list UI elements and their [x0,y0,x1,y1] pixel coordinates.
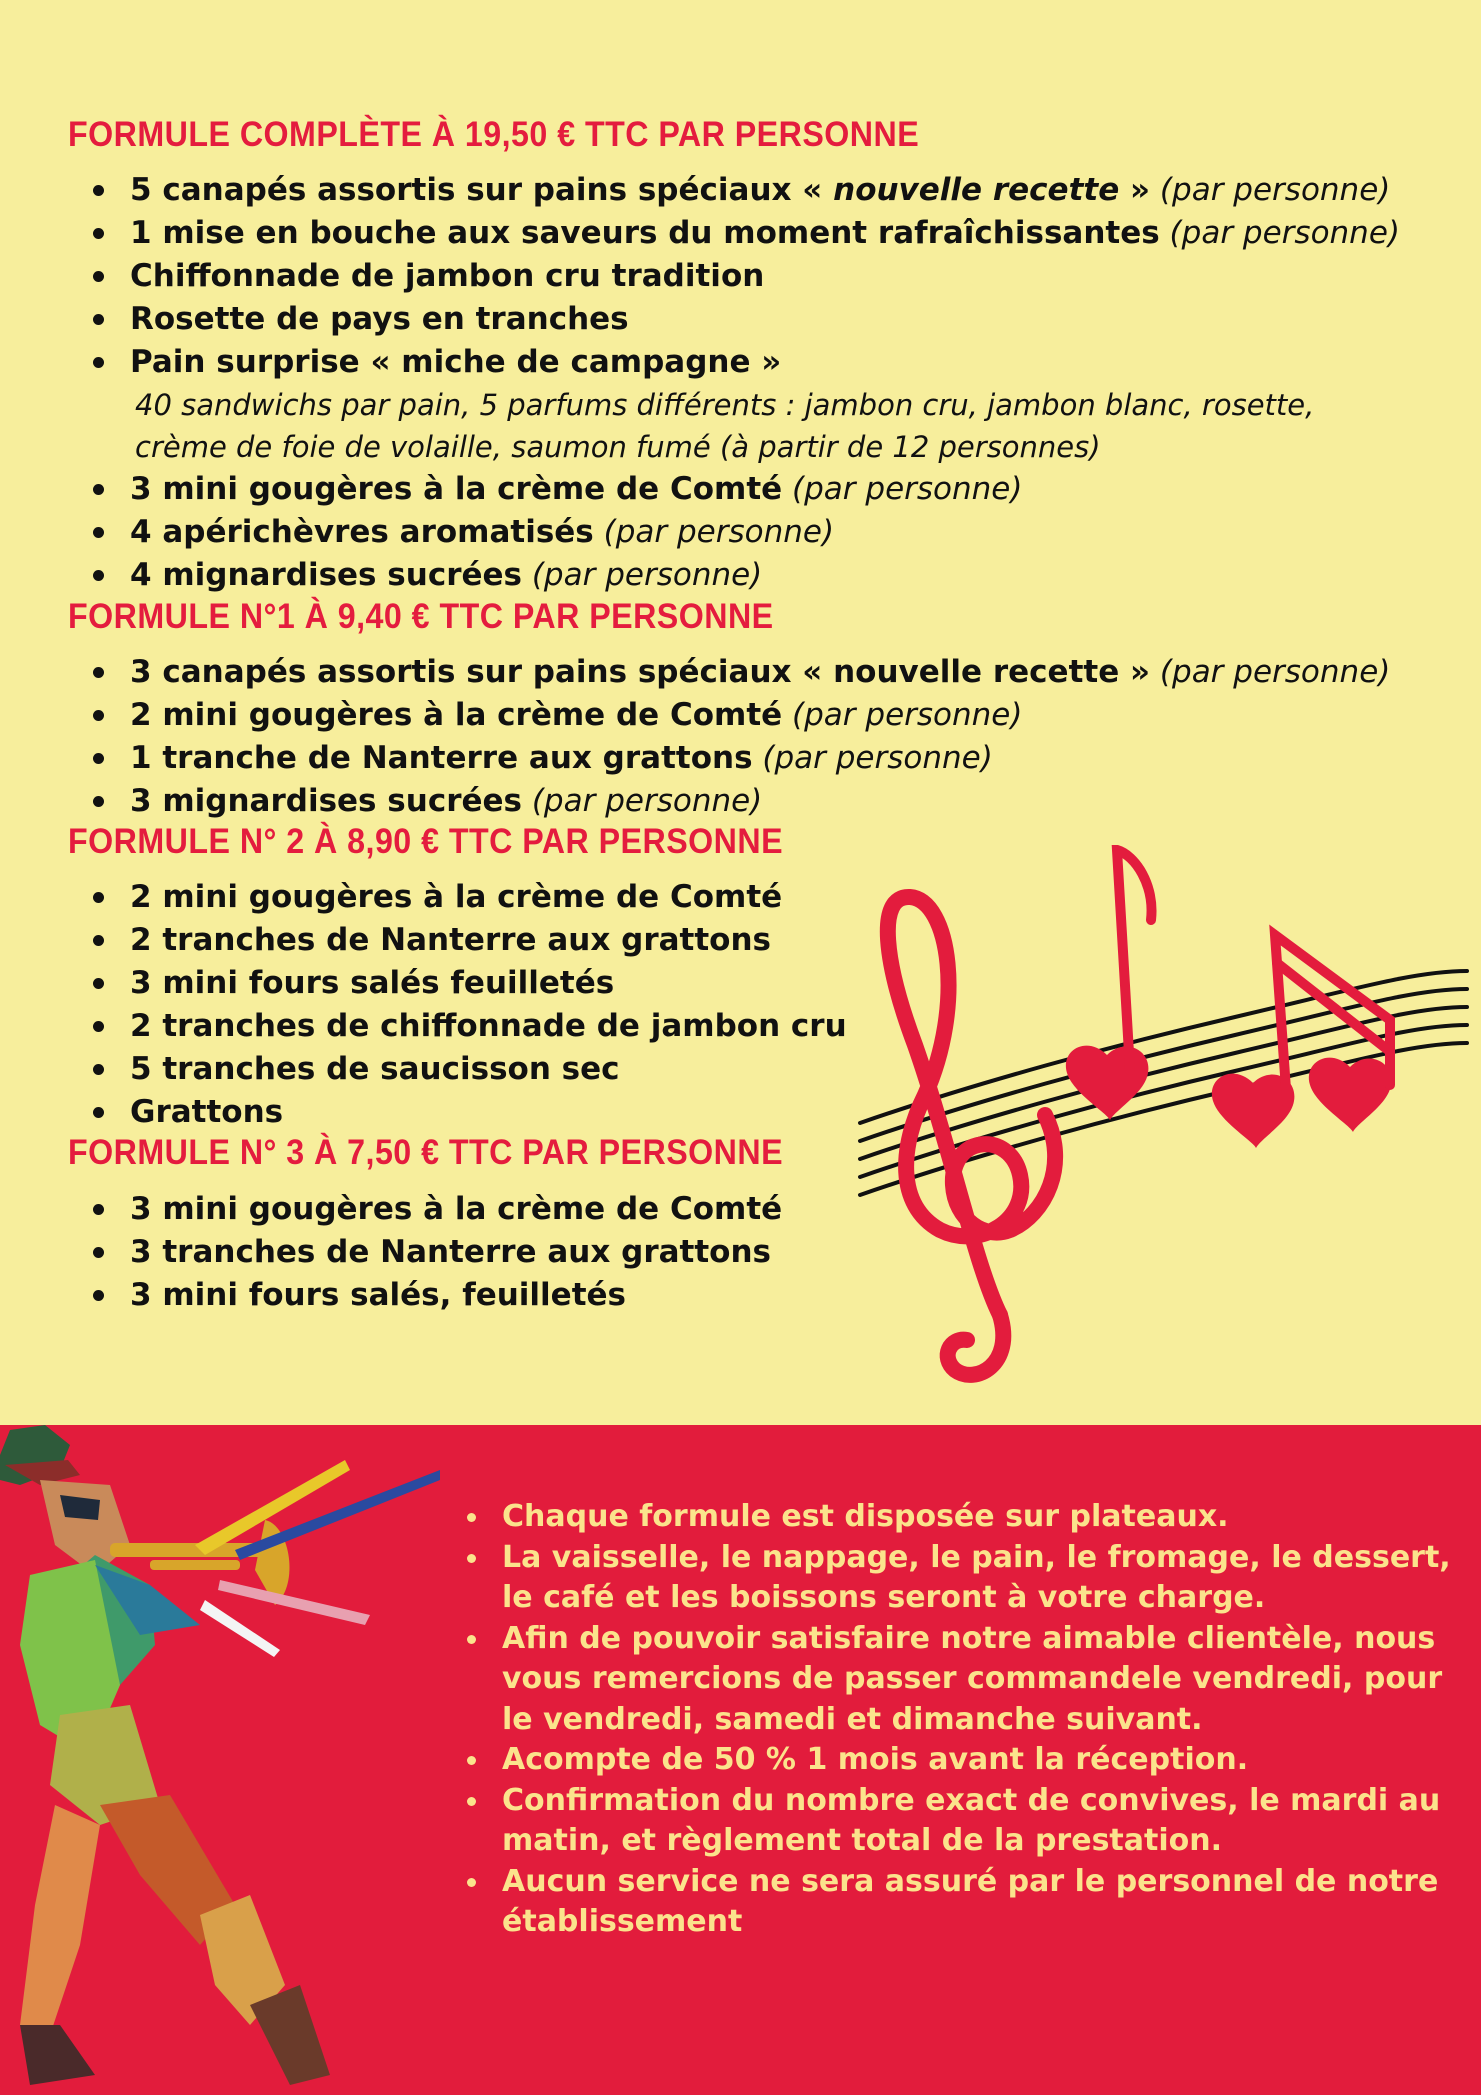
music-notes-icon [855,845,1470,1390]
list-item: 2 tranches de Nanterre aux grattons [90,919,1470,962]
list-item: Grattons [90,1091,1470,1134]
list-item: Pain surprise « miche de campagne » [90,341,1470,384]
condition-item: Chaque formule est disposée sur plateaux. [462,1497,1452,1538]
condition-item: Confirmation du nombre exact de convives, le mardi au matin, et règlement total de la prestation. [462,1781,1452,1862]
list-item: 5 canapés assortis sur pains spéciaux « nouvelle recette » (par personne) [90,169,1470,212]
list-item: 2 tranches de chiffonnade de jambon cru [90,1005,1470,1048]
list-item: Rosette de pays en tranches [90,298,1470,341]
list-item: 4 mignardises sucrées (par personne) [90,554,1470,597]
list-item: 5 tranches de saucisson sec [90,1048,1470,1091]
list-item: 3 mini fours salés, feuilletés [90,1274,1470,1317]
formule-complete-list [90,169,1470,597]
formule-2-title: FORMULE N° 2 À 8,90 € TTC PAR PERSONNE [68,822,784,861]
list-item: 4 apérichèvres aromatisés (par personne) [90,511,1470,554]
formule-3-title: FORMULE N° 3 À 7,50 € TTC PAR PERSONNE [68,1133,784,1172]
list-item: 2 mini gougères à la crème de Comté (par personne) [90,694,1470,737]
list-item: 3 mini fours salés feuilletés [90,962,1470,1005]
list-item: 3 mini gougères à la crème de Comté (par personne) [90,468,1470,511]
list-item: 3 tranches de Nanterre aux grattons [90,1231,1470,1274]
list-item: 2 mini gougères à la crème de Comté [90,876,1470,919]
conditions-list [462,1497,1452,1943]
condition-item: Aucun service ne sera assuré par le personnel de notre établissement [462,1862,1452,1943]
pain-surprise-detail: 40 sandwichs par pain, 5 parfums différents : jambon cru, jambon blanc, rosette, crème de foie de volaille, saumon fumé (à partir de 12 personnes) [135,388,1315,464]
formule-1-title: FORMULE N°1 À 9,40 € TTC PAR PERSONNE [68,597,774,636]
list-item: Chiffonnade de jambon cru tradition [90,255,1470,298]
list-item: 1 tranche de Nanterre aux grattons (par personne) [90,737,1470,780]
condition-item: Afin de pouvoir satisfaire notre aimable clientèle, nous vous remercions de passer commandele vendredi, pour le vendredi, samedi et dimanche suivant. [462,1619,1452,1741]
list-item: 1 mise en bouche aux saveurs du moment rafraîchissantes (par personne) [90,212,1470,255]
list-item: 3 canapés assortis sur pains spéciaux « nouvelle recette » (par personne) [90,651,1470,694]
trumpet-player-icon [0,1425,440,2095]
formule-complete-title: FORMULE COMPLÈTE À 19,50 € TTC PAR PERSONNE [68,115,920,154]
condition-item: Acompte de 50 % 1 mois avant la réception. [462,1740,1452,1781]
list-item: 3 mini gougères à la crème de Comté [90,1188,1470,1231]
list-item: 3 mignardises sucrées (par personne) [90,780,1470,823]
condition-item: La vaisselle, le nappage, le pain, le fromage, le dessert, le café et les boissons seront à votre charge. [462,1538,1452,1619]
formule-1-list [90,651,1470,823]
